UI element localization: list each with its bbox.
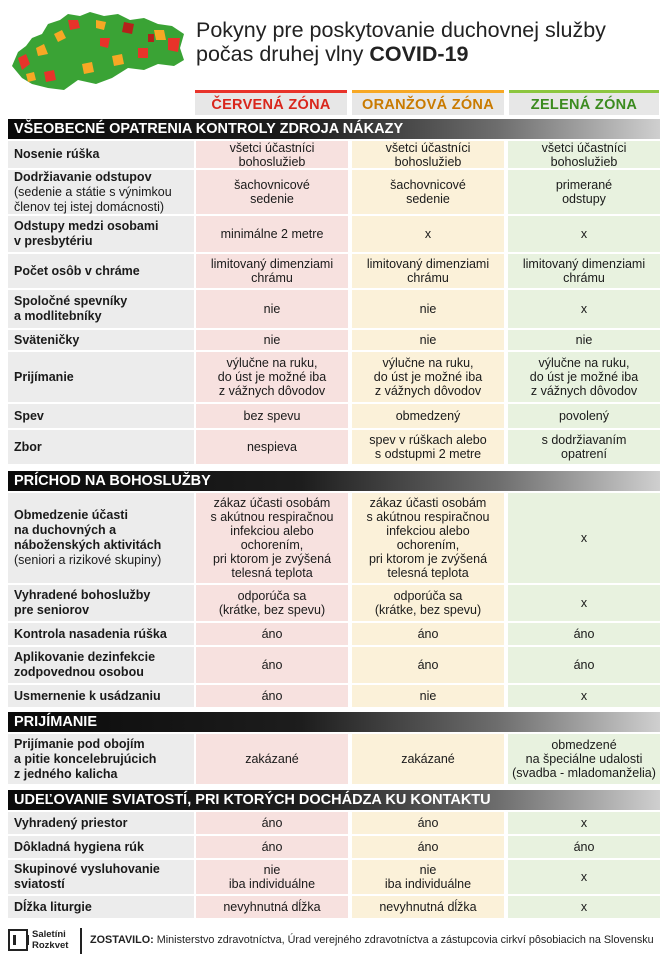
row-label-main: Odstupy medzi osobami v presbytériu — [14, 219, 159, 248]
row-label — [8, 585, 194, 621]
row-label-main: Počet osôb v chráme — [14, 263, 140, 278]
cell-green: x — [508, 493, 660, 583]
table-row — [8, 141, 660, 168]
cell-orange: nie iba individuálne — [352, 860, 504, 894]
table-row — [8, 585, 660, 621]
table-row — [8, 216, 660, 252]
row-label — [8, 330, 194, 350]
cell-red: áno — [196, 647, 348, 683]
table-row — [8, 836, 660, 858]
title-line-2-prefix: počas druhej vlny — [196, 42, 364, 66]
cell-orange: všetci účastníci bohoslužieb — [352, 141, 504, 168]
section-header: PRIJÍMANIE — [8, 712, 660, 732]
row-label — [8, 860, 194, 894]
cell-red: šachovnicové sedenie — [196, 170, 348, 214]
cell-green: áno — [508, 836, 660, 858]
cell-green: x — [508, 290, 660, 328]
row-label — [8, 170, 194, 214]
cell-green: povolený — [508, 404, 660, 428]
cell-orange: zakázané — [352, 734, 504, 784]
row-label-main: Zbor — [14, 439, 42, 454]
cell-orange: obmedzený — [352, 404, 504, 428]
row-label — [8, 352, 194, 402]
cell-green: x — [508, 860, 660, 894]
table-row — [8, 685, 660, 707]
cell-green: áno — [508, 647, 660, 683]
cell-orange: limitovaný dimenziami chrámu — [352, 254, 504, 288]
cell-orange: zákaz účasti osobám s akútnou respiračnou infekciou alebo ochorením, pri ktorom je zvýšená telesná teplota — [352, 493, 504, 583]
cell-green: obmedzené na špeciálne udalosti (svadba - mladomanželia) — [508, 734, 660, 784]
row-label-main: Nosenie rúška — [14, 147, 100, 161]
table-row — [8, 254, 660, 288]
cell-green: x — [508, 896, 660, 918]
cell-orange: šachovnicové sedenie — [352, 170, 504, 214]
table-row — [8, 290, 660, 328]
cell-green: výlučne na ruku, do úst je možné iba z vážnych dôvodov — [508, 352, 660, 402]
cell-red: áno — [196, 685, 348, 707]
row-label-main: Spoločné spevníky a modlitebníky — [14, 294, 128, 323]
cell-red: výlučne na ruku, do úst je možné iba z vážnych dôvodov — [196, 352, 348, 402]
table-row — [8, 860, 660, 894]
row-label-main: Sväteničky — [14, 332, 80, 347]
row-label-main: Aplikovanie dezinfekcie zodpovednou osobou — [14, 650, 156, 679]
row-label-main: Usmernenie k usádzaniu — [14, 688, 161, 703]
cell-red: nespieva — [196, 430, 348, 464]
cell-red: zakázané — [196, 734, 348, 784]
cell-green: s dodržiavaním opatrení — [508, 430, 660, 464]
cell-orange: spev v rúškach alebo s odstupmi 2 metre — [352, 430, 504, 464]
table-row — [8, 896, 660, 918]
section-header: VŠEOBECNÉ OPATRENIA KONTROLY ZDROJA NÁKAZY — [8, 119, 660, 139]
cell-orange: nevyhnutná dĺžka — [352, 896, 504, 918]
cell-red: všetci účastníci bohoslužieb — [196, 141, 348, 168]
cell-red: áno — [196, 812, 348, 834]
row-label — [8, 493, 194, 583]
page-title — [196, 18, 666, 66]
row-label — [8, 734, 194, 784]
cell-red: nevyhnutná dĺžka — [196, 896, 348, 918]
cell-red: zákaz účasti osobám s akútnou respiračnou infekciou alebo ochorením, pri ktorom je zvýšená telesná teplota — [196, 493, 348, 583]
table-row — [8, 430, 660, 464]
row-label-main: Spev — [14, 408, 44, 423]
row-label-main: Skupinové vysluhovanie sviatostí — [14, 862, 160, 891]
row-label-main: Prijímanie — [14, 369, 74, 384]
logo-line-1: Saletíni — [32, 929, 66, 940]
row-label-main: Dôkladná hygiena rúk — [14, 839, 144, 854]
cell-green: všetci účastníci bohoslužieb — [508, 141, 660, 168]
row-label-sub: (sedenie a státie s výnimkou členov tej istej domácnosti) — [14, 184, 172, 214]
logo-line-2: Rozkvet — [32, 940, 69, 951]
cell-green: x — [508, 812, 660, 834]
cell-red: odporúča sa (krátke, bez spevu) — [196, 585, 348, 621]
title-line-2 — [196, 42, 666, 66]
credits — [90, 934, 654, 946]
table-row — [8, 623, 660, 645]
table-row — [8, 330, 660, 350]
row-label-main: Dĺžka liturgie — [14, 899, 92, 914]
row-label-main: Vyhradený priestor — [14, 815, 128, 830]
zone-header-green: ZELENÁ ZÓNA — [509, 90, 659, 115]
zone-header-orange: ORANŽOVÁ ZÓNA — [352, 90, 504, 115]
table-row — [8, 404, 660, 428]
cell-orange: x — [352, 216, 504, 252]
cell-orange: nie — [352, 290, 504, 328]
cell-red: nie — [196, 330, 348, 350]
table-row — [8, 734, 660, 784]
table-row — [8, 812, 660, 834]
section-header: PRÍCHOD NA BOHOSLUŽBY — [8, 471, 660, 491]
footer-divider — [80, 928, 82, 954]
row-label — [8, 430, 194, 464]
logo-text — [32, 929, 68, 951]
row-label — [8, 216, 194, 252]
section-header: UDEĽOVANIE SVIATOSTÍ, PRI KTORÝCH DOCHÁDZA KU KONTAKTU — [8, 790, 660, 810]
footer — [0, 925, 668, 960]
table-row — [8, 493, 660, 583]
row-label — [8, 647, 194, 683]
row-label — [8, 685, 194, 707]
cell-green: limitovaný dimenziami chrámu — [508, 254, 660, 288]
cell-green: x — [508, 685, 660, 707]
row-label — [8, 812, 194, 834]
cell-green: x — [508, 585, 660, 621]
row-label — [8, 623, 194, 645]
slovakia-map-icon — [8, 8, 188, 98]
cell-red: nie — [196, 290, 348, 328]
row-label — [8, 290, 194, 328]
table-row — [8, 170, 660, 214]
cell-orange: odporúča sa (krátke, bez spevu) — [352, 585, 504, 621]
row-label — [8, 254, 194, 288]
row-label — [8, 896, 194, 918]
header — [0, 0, 668, 90]
cell-red: nie iba individuálne — [196, 860, 348, 894]
saletini-logo-icon — [8, 929, 28, 951]
cell-green: primerané odstupy — [508, 170, 660, 214]
cell-orange: nie — [352, 330, 504, 350]
row-label-sub: (seniori a rizikové skupiny) — [14, 553, 162, 567]
cell-orange: nie — [352, 685, 504, 707]
row-label-main: Prijímanie pod obojím a pitie koncelebrujúcich z jedného kalicha — [14, 736, 157, 781]
row-label-main: Kontrola nasadenia rúška — [14, 626, 167, 641]
table-row — [8, 352, 660, 402]
cell-red: minimálne 2 metre — [196, 216, 348, 252]
cell-red: áno — [196, 623, 348, 645]
cell-orange: áno — [352, 836, 504, 858]
row-label-main: Dodržiavanie odstupov — [14, 169, 152, 184]
cell-red: limitovaný dimenziami chrámu — [196, 254, 348, 288]
cell-green: nie — [508, 330, 660, 350]
credits-text: Ministerstvo zdravotníctva, Úrad verejného zdravotníctva a zástupcovia cirkví pôsobiacich na Slovensku — [156, 934, 654, 946]
title-line-1: Pokyny pre poskytovanie duchovnej služby — [196, 18, 606, 42]
row-label — [8, 404, 194, 428]
cell-red: áno — [196, 836, 348, 858]
cell-green: x — [508, 216, 660, 252]
cell-orange: áno — [352, 812, 504, 834]
credits-label: ZOSTAVILO: — [90, 934, 154, 946]
table-row — [8, 647, 660, 683]
cell-red: bez spevu — [196, 404, 348, 428]
row-label-main: Vyhradené bohoslužby pre seniorov — [14, 588, 151, 617]
cell-orange: výlučne na ruku, do úst je možné iba z vážnych dôvodov — [352, 352, 504, 402]
cell-green: áno — [508, 623, 660, 645]
zone-header-red: ČERVENÁ ZÓNA — [195, 90, 347, 115]
cell-orange: áno — [352, 647, 504, 683]
cell-orange: áno — [352, 623, 504, 645]
row-label — [8, 836, 194, 858]
row-label — [8, 141, 194, 168]
title-covid: COVID-19 — [369, 42, 469, 66]
row-label-main: Obmedzenie účasti na duchovných a náboženských aktivitách — [14, 508, 162, 552]
